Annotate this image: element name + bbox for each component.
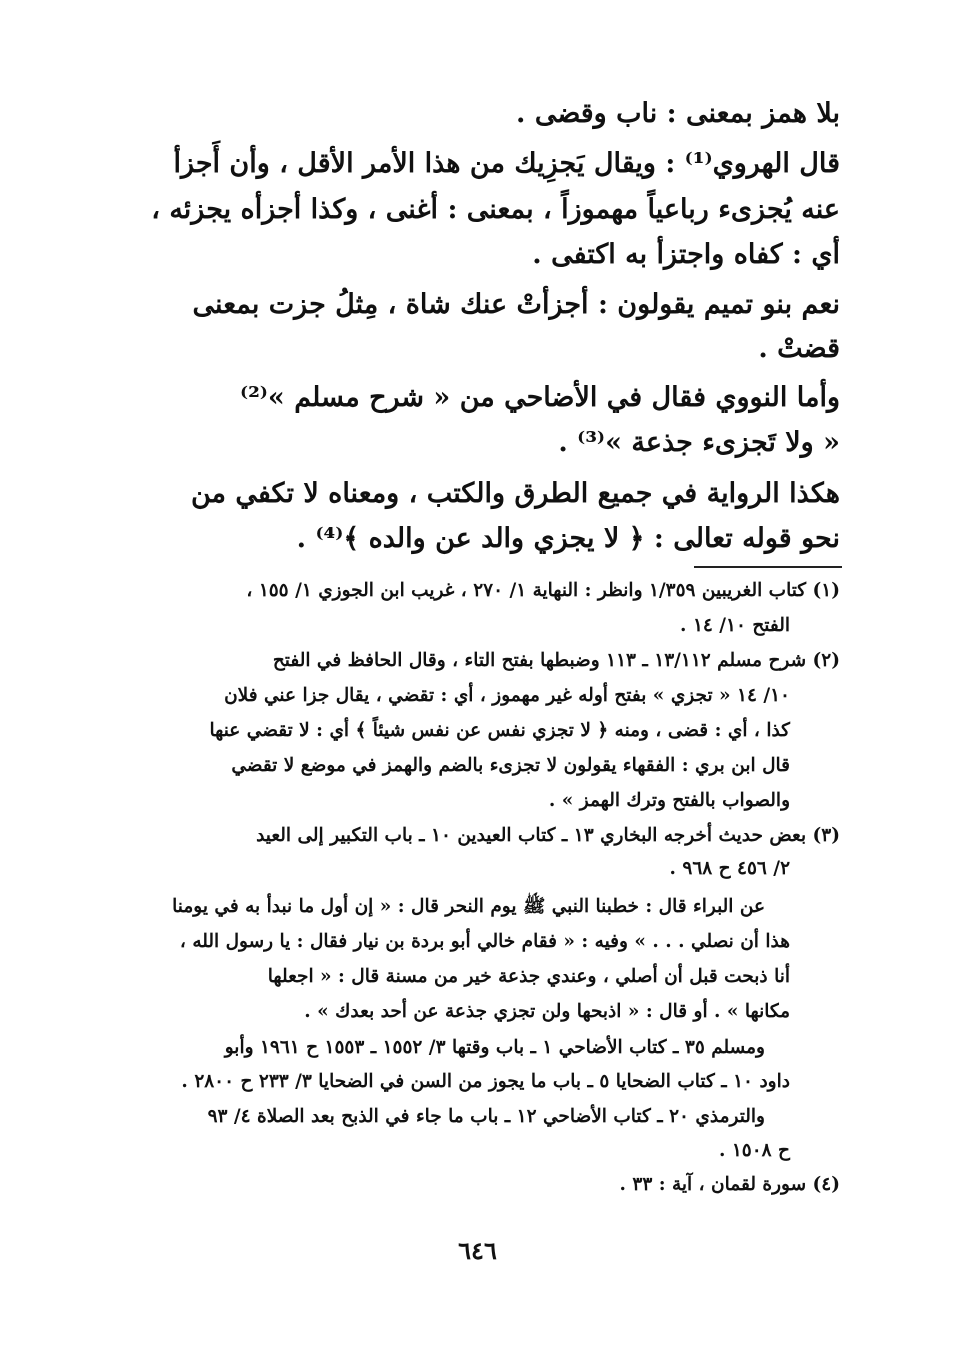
footnote-line: (١) كتاب الغريبين ١/٣٥٩ وانظر : النهاية ١/ ٢٧٠ ، غريب ابن الجوزي ١/ ١٥٥ ، [246,580,840,601]
main-line: بلا همز بمعنى : ناب وقضى . [516,98,840,129]
main-line: عنه يُجزىء رباعياً مهموزاً ، بمعنى : أغنى ، وكذا أجزأه يجزئه ، [151,194,840,225]
footnote-line: أنا ذبحت قبل أن أصلي ، وعندي جذعة خير من مسنة قال : « اجعلها [267,966,790,987]
footnote-line: والصواب بالفتح وترك الهمز » . [548,790,790,811]
footnote-line: ٢/ ٤٥٦ ح ٩٦٨ . [669,858,790,879]
footnote-line: قال ابن بري : الفقهاء يقولون لا تجزىء بالضم والهمز في موضع لا تقضي [231,755,790,776]
footnote-line: داود ١٠ ـ كتاب الضحايا ٥ ـ باب ما يجوز من السن في الضحايا ٣/ ٢٣٣ ح ٢٨٠٠ . [181,1071,790,1092]
main-line: أي : كفاه واجتزأ به اكتفى . [532,239,840,270]
main-line: « ولا تَجزىء جذعة »⁽³⁾ . [558,427,840,458]
footnote-line: والترمذي ٢٠ ـ كتاب الأضاحي ١٢ ـ باب ما جاء في الذبح بعد الصلاة ٤/ ٩٣ [207,1106,765,1127]
main-line: قضتْ . [758,333,840,364]
main-line: نحو قوله تعالى : ﴿ لا يجزي والد عن والده ﴾⁽⁴⁾ . [296,523,840,554]
footnote-line: هذا أن نصلي . . . » وفيه : « فقام خالي أبو بردة بن نيار فقال : يا رسول الله ، [179,931,790,952]
main-line: هكذا الرواية في جميع الطرق والكتب ، ومعناه لا تكفي من [190,478,840,509]
footnote-line: (٣) بعض حديث أخرجه البخاري ١٣ ـ كتاب العيدين ١٠ ـ باب التكبير إلى العيد [256,825,840,846]
footnote-line: الفتح ١٠/ ١٤ . [680,615,790,636]
footnote-line: (٤) سورة لقمان ، آية : ٣٣ . [619,1174,840,1195]
main-line: وأما النووي فقال في الأضاحي من « شرح مسلم »⁽²⁾ [240,382,840,413]
footnote-line: مكانها » . أو قال : « اذبحها ولن تجزي جذعة عن أحد بعدك » . [304,1001,790,1022]
main-line: نعم بنو تميم يقولون : أجزأتْ عنك شاة ، مِثلُ جزت بمعنى [192,289,840,320]
footnote-line: ١٠/ ١٤ « تجزي » بفتح أوله غير مهموز ، أي : تقضي ، يقال جزا عني فلان [224,685,790,706]
main-line: قال الهروي⁽¹⁾ : ويقال يَجزِيك من هذا الأمر الأقل ، وأن أَجزأ [173,148,840,179]
page-number: ٦٤٦ [458,1236,497,1265]
footnote-line: ح ١٥٠٨ . [718,1140,790,1161]
footnote-line: (٢) شرح مسلم ١٣/١١٢ ـ ١١٣ وضبطها بفتح التاء ، وقال الحافظ في الفتح [272,650,840,671]
footnote-line: عن البراء قال : خطبنا النبي ﷺ يوم النحر قال : « إن أول ما نبدأ به في يومنا [172,896,765,917]
footnote-line: ومسلم ٣٥ ـ كتاب الأضاحي ١ ـ باب وقتها ٣/ ١٥٥٢ ـ ١٥٥٣ ح ١٩٦١ وأبو [224,1037,765,1058]
footnote-separator [694,566,842,568]
footnote-line: كذا ، أي : قضى ، ومنه ﴿ لا تجزي نفس عن نفس شيئاً ﴾ أي : لا تقضي عنها [209,720,790,741]
